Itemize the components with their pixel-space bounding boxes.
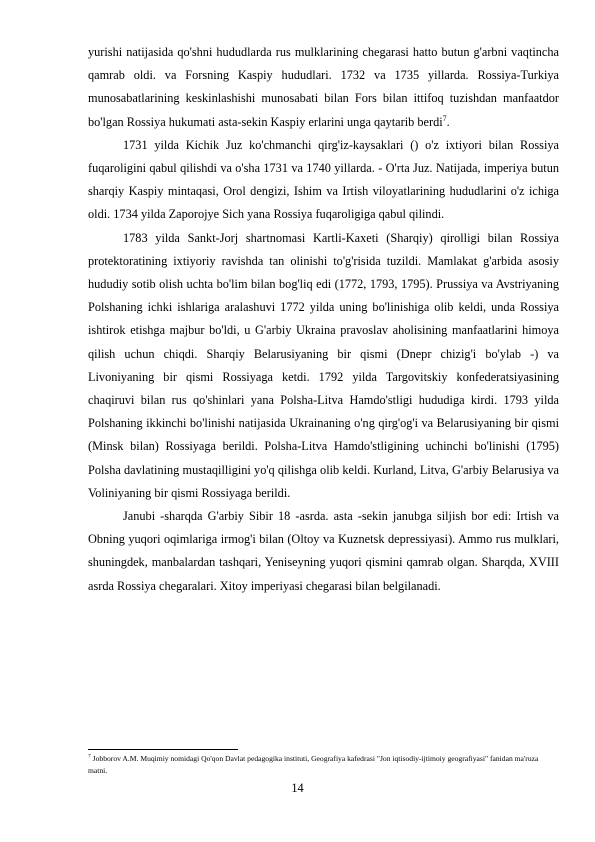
footnote bbox=[88, 753, 559, 776]
paragraph: yurishi natijasida qo'shni hududlarda rus mulklarining chegarasi hatto butun g'arbni vaqtincha qamrab oldi. va Forsning Kaspiy hududlari. 1732 va 1735 yillarda. Rossiya-Turkiya munosabatlarining keskinlashishi munosabati bilan Fors bilan ittifoq tuzishdan manfaatdor bo'lgan Rossiya hukumati asta-sekin Kaspiy erlarini unga qaytarib berdi$^7$. bbox=[88, 45, 559, 129]
footnote-marker: 7 bbox=[88, 753, 91, 760]
body-text bbox=[88, 41, 559, 598]
paragraph: 1731 yilda Kichik Juz ko'chmanchi qirg'iz-kaysaklari () o'z ixtiyori bilan Rossiya fuqaroligini qabul qilishdi va o'sha 1731 va 1740 yillarda. - O'rta Juz. Natijada, imperiya butun sharqiy Kaspiy mintaqasi, Orol dengizi, Ishim va Irtish viloyatlarining hududlarini o'z ichiga oldi. 1734 yilda Zaporojye Sich yana Rossiya fuqaroligiga qabul qilindi. bbox=[88, 137, 559, 222]
paragraph-text: yurishi natijasida qo'shni hududlarda rus mulklarining chegarasi hatto butun g'arbni vaqtincha qamrab oldi. va Forsning Kaspiy hududlari. 1732 va 1735 yillarda. Rossiya-Turkiya munosabatlarining keskinlashishi munosabati bilan Fors bilan ittifoq tuzishdan manfaatdor bo'lgan Rossiya hukumati asta-sekin Kaspiy erlarini unga qaytarib berdi bbox=[88, 45, 559, 129]
footnote-divider bbox=[88, 749, 238, 750]
footnote-text: Jobborov A.M. Muqimiy nomidagi Qo'qon Davlat pedagogika instituti, Geografiya kafedrasi "Jon iqtisodiy-ijtimoiy geografiyasi" fanidan ma'ruza matni. bbox=[88, 754, 539, 775]
paragraph: 1783 yilda Sankt-Jorj shartnomasi Kartli-Kaxeti (Sharqiy) qirolligi bilan Rossiya protektoratining ixtiyoriy ravishda tan olinishi to'g'risida tuzildi. Mamlakat g'arbida asosiy hududiy sotib olish uchta bo'lim bilan bog'liq edi (1772, 1793, 1795). Prussiya va Avstriyaning Polshaning ichki ishlariga aralashuvi 1772 yilda uning bo'linishiga olib keldi, unda Rossiya ishtirok etishga majbur bo'ldi, u G'arbiy Ukraina pravoslav aholisining manfaatlarini himoya qilish uchun chiqdi. Sharqiy Belarusiyaning bir qismi (Dnepr chizig'i bo'ylab -) va Livoniyaning bir qismi Rossiyaga ketdi. 1792 yilda Targovitskiy konfederatsiyasining chaqiruvi bilan rus qo'shinlari yana Polsha-Litva Hamdo'stligi hududiga kirdi. 1793 yilda Polshaning ikkinchi bo'linishi natijasida Ukrainaning o'ng qirg'og'i va Belarusiyaning bir qismi (Minsk bilan) Rossiyaga berildi. Polsha-Litva Hamdo'stligining uchinchi bo'linishi (1795) Polsha davlatining mustaqilligini yo'q qilishga olib keldi. Kurland, Litva, G'arbiy Belarusiya va Voliniyaning bir qismi Rossiyaga berildi. bbox=[88, 230, 559, 500]
page-number: 14 bbox=[291, 781, 304, 795]
footnote-reference[interactable]: 7 bbox=[442, 113, 447, 123]
paragraph: Janubi -sharqda G'arbiy Sibir 18 -asrda. asta -sekin janubga siljish bor edi: Irtish va Obning yuqori oqimlariga irmog'i bilan (Oltoy va Kuznetsk depressiyasi). Ammo rus mulklari, shuningdek, manbalardan tashqari, Yeniseyning yuqori qismini qamrab olgan. Sharqda, XVIII asrda Rossiya chegaralari. Xitoy imperiyasi chegarasi bilan belgilanadi. bbox=[88, 509, 559, 593]
